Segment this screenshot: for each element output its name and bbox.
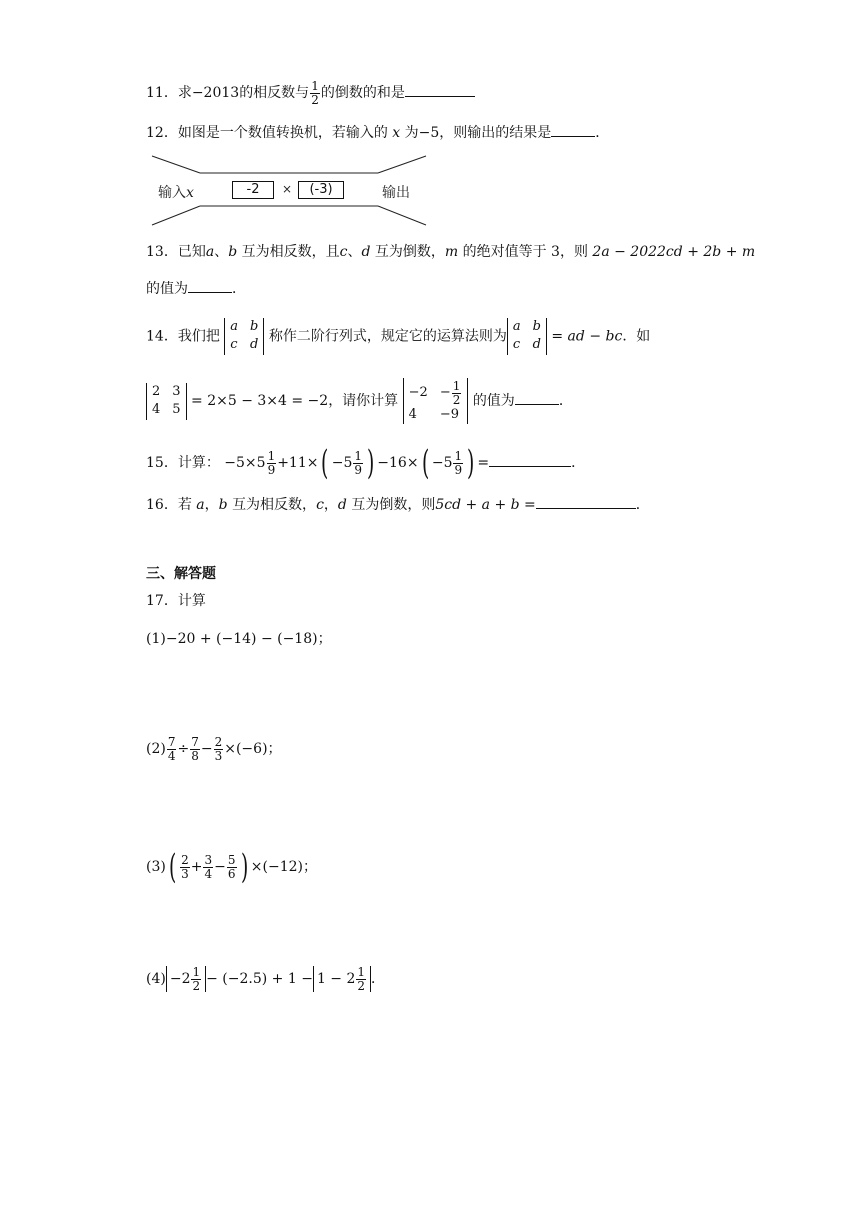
fraction: $\frac{1}{2}$	[311, 79, 319, 107]
times-sign: ×	[282, 182, 293, 196]
conversion-machine-diagram	[150, 150, 430, 230]
determinant-rule: a b c d	[507, 318, 547, 355]
section-heading: 三、解答题	[146, 566, 216, 582]
q17-part-4: (4) −2 $\frac{1}{2}$ − (−2.5) + 1 − 1 − 2 $\frac{1}{2}$ ．	[146, 965, 386, 993]
question-15: 15．计算： −5×5 $\frac{1}{9}$ +11× ( −5 $\frac{1}{9}$ ) −16× ( −5 $\frac{1}{9}$ ) = ．	[146, 443, 586, 483]
q17-part-3: (3) ( $\frac{2}{3}$ + $\frac{3}{4}$ − $\frac{5}{6}$ ) ×(−12)；	[146, 847, 317, 887]
operation-box-2: (-3)	[298, 181, 344, 199]
answer-blank[interactable]	[188, 278, 232, 293]
determinant-example: 2 3 4 5	[146, 383, 187, 420]
input-label: 输入x	[158, 185, 194, 201]
answer-blank[interactable]	[515, 390, 559, 405]
question-14-line-2: 2 3 4 5 = 2×5 − 3×4 = −2，请你计算 −2 − $\frac{1}{2}$ 4 −9 的值为 ．	[146, 378, 573, 424]
question-13-line-2: 的值为 ．	[146, 278, 246, 296]
question-14: 14．我们把 a b c d 称作二阶行列式，规定它的运算法则为 a b c d = ad − bc．如	[146, 318, 650, 355]
q17-part-2: (2) $\frac{7}{4}$ ÷ $\frac{7}{8}$ − $\frac{2}{3}$ ×(−6)；	[146, 735, 282, 763]
answer-blank[interactable]	[551, 122, 595, 137]
question-number: 11．	[146, 85, 178, 102]
answer-blank[interactable]	[489, 452, 571, 467]
question-17: 17．计算	[146, 593, 206, 609]
answer-blank[interactable]	[405, 82, 475, 97]
answer-blank[interactable]	[536, 494, 636, 509]
question-12: 12．如图是一个数值转换机，若输入的 x 为−5，则输出的结果是 ．	[146, 122, 609, 140]
determinant-symbolic: a b c d	[224, 318, 264, 355]
determinant-question: −2 − $\frac{1}{2}$ 4 −9	[403, 378, 469, 424]
question-16: 16．若 a，b 互为相反数，c，d 互为倒数，则5cd + a + b = ．	[146, 494, 650, 512]
output-label: 输出	[382, 185, 410, 201]
question-11: 11．求−2013的相反数与 $\frac{1}{2}$ 的倒数的和是	[146, 80, 475, 106]
q17-part-1: (1)−20 + (−14) − (−18)；	[146, 631, 332, 647]
question-13: 13．已知a、b 互为相反数，且c、d 互为倒数，m 的绝对值等于 3，则 2a − 2022cd + 2b + m	[146, 244, 756, 260]
operation-box-1: -2	[232, 181, 274, 199]
